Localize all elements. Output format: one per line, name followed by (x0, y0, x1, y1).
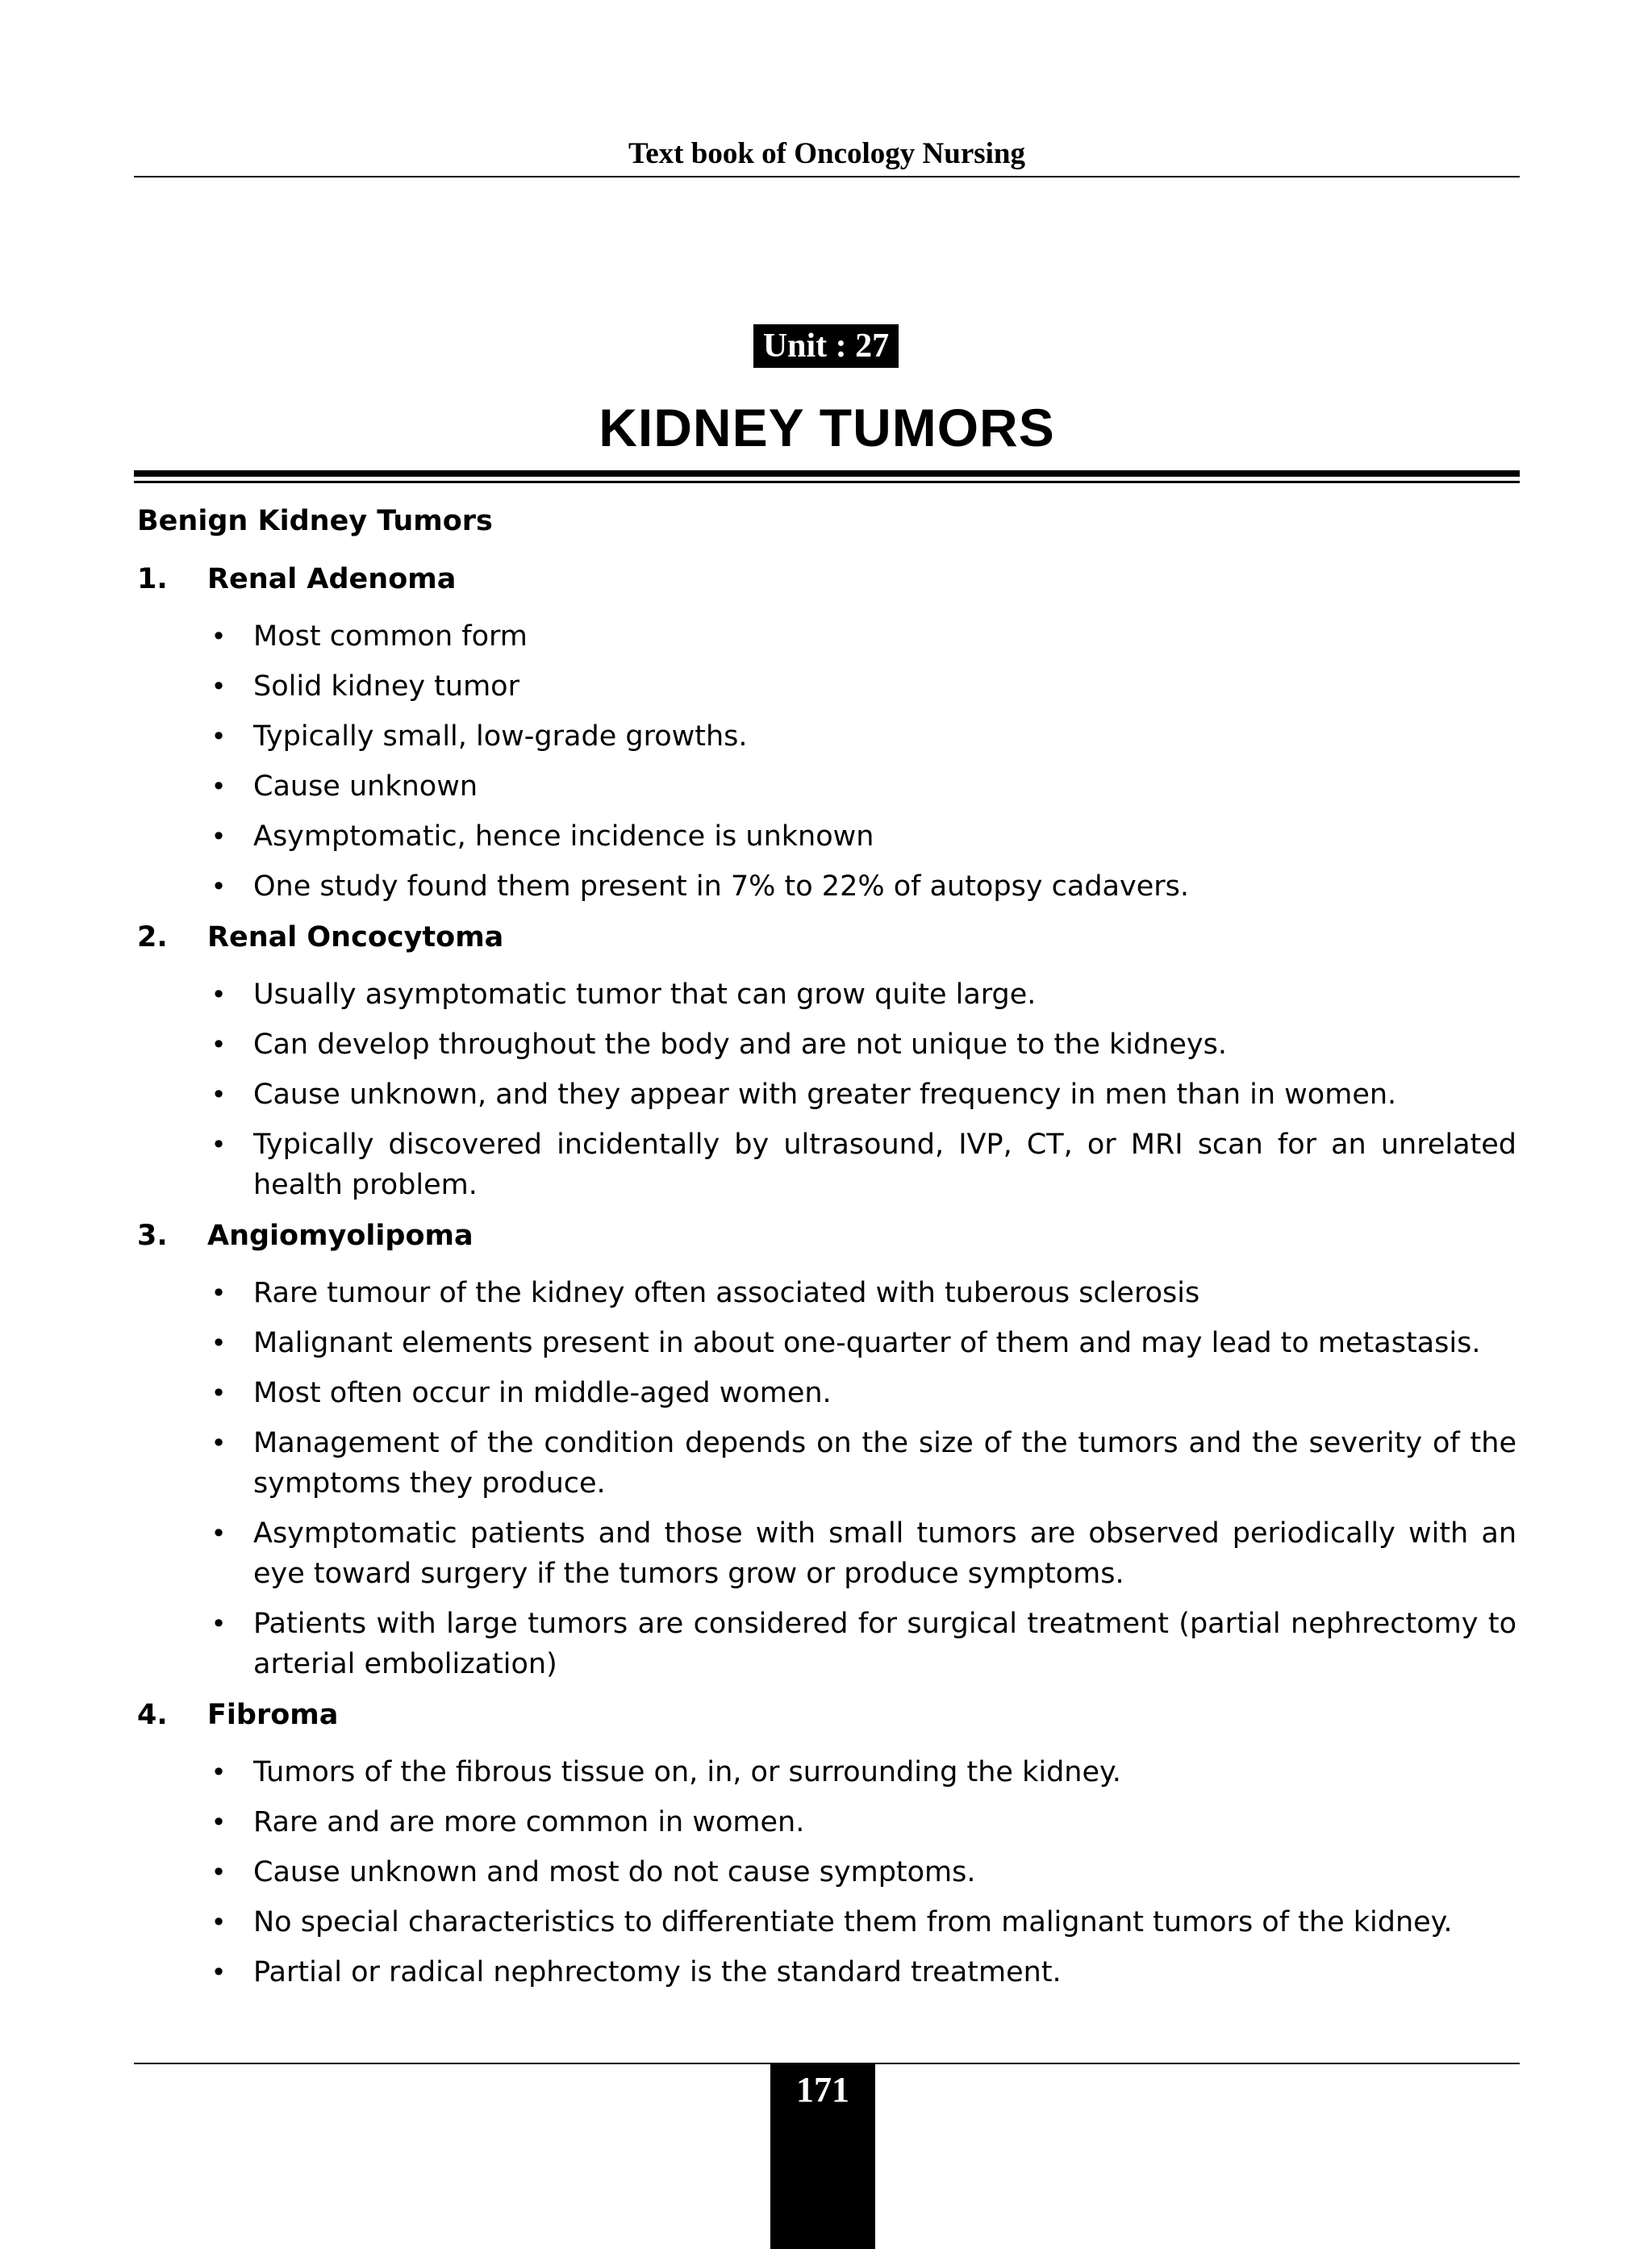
list-item-text: Usually asymptomatic tumor that can grow quite large. (253, 978, 1037, 1011)
list-item-text: Typically discovered incidentally by ultrasound, IVP, CT, or MRI scan for an unrelated health problem. (253, 1129, 1516, 1201)
title-rule-thin (134, 481, 1520, 483)
list-item (137, 1844, 1516, 1892)
list-item-text: Asymptomatic patients and those with small tumors are observed periodically with an eye toward surgery if the tumors grow or produce symptoms. (253, 1517, 1516, 1590)
section-heading: Benign Kidney Tumors (137, 505, 493, 537)
list-item-text: Cause unknown, and they appear with greater frequency in men than in women. (253, 1079, 1397, 1111)
tumor-number: 1. (137, 563, 168, 595)
tumor-name: Fibroma (207, 1699, 339, 1731)
bullet-icon: • (211, 671, 227, 702)
bullet-icon: • (211, 1957, 227, 1988)
list-item-text: Most common form (253, 620, 528, 653)
list-item-text: Rare tumour of the kidney often associated with tuberous sclerosis (253, 1277, 1200, 1309)
bullet-icon: • (211, 821, 227, 852)
tumor-heading (137, 1207, 1516, 1265)
chapter-content (137, 492, 1516, 1994)
list-item-text: Rare and are more common in women. (253, 1806, 805, 1838)
bullet-icon: • (211, 1807, 227, 1838)
list-item (137, 1596, 1516, 1684)
list-item (137, 1744, 1516, 1792)
chapter-title: KIDNEY TUMORS (599, 398, 1055, 457)
tumor-heading (137, 1686, 1516, 1744)
list-item-text: Partial or radical nephrectomy is the standard treatment. (253, 1956, 1062, 1988)
list-item-text: Patients with large tumors are considered for surgical treatment (partial nephrectomy to arterial embolization) (253, 1608, 1516, 1680)
bullet-icon: • (211, 1857, 227, 1888)
list-item (137, 608, 1516, 657)
list-item (137, 658, 1516, 707)
bullet-icon: • (211, 621, 227, 652)
list-item (137, 1415, 1516, 1504)
list-item-text: Cause unknown (253, 770, 478, 803)
bullet-icon: • (211, 1518, 227, 1549)
tumor-name: Renal Adenoma (207, 563, 457, 595)
tumor-list (137, 550, 1516, 1992)
list-item (137, 1016, 1516, 1065)
list-item-text: Tumors of the fibrous tissue on, in, or surrounding the kidney. (253, 1756, 1121, 1788)
bullet-icon: • (211, 1428, 227, 1458)
list-item-text: Solid kidney tumor (253, 670, 519, 703)
tumor-number: 2. (137, 921, 168, 953)
list-item (137, 1315, 1516, 1363)
header-rule (134, 176, 1520, 177)
tumor-heading (137, 908, 1516, 966)
bullet-icon: • (211, 1609, 227, 1639)
bullet-icon: • (211, 1757, 227, 1788)
list-item (137, 808, 1516, 857)
list-item-text: Typically small, low-grade growths. (253, 720, 748, 753)
list-item (137, 966, 1516, 1015)
list-item (137, 1505, 1516, 1594)
bullet-icon: • (211, 1029, 227, 1060)
page-number: 171 (796, 2070, 849, 2109)
title-rule-thick (134, 470, 1520, 477)
bullet-icon: • (211, 1079, 227, 1110)
list-item-text: Asymptomatic, hence incidence is unknown (253, 820, 874, 853)
list-item-text: Most often occur in middle-aged women. (253, 1377, 832, 1409)
list-item-text: Management of the condition depends on the size of the tumors and the severity of the symptoms they produce. (253, 1427, 1516, 1500)
bullet-icon: • (211, 1907, 227, 1938)
list-item (137, 1894, 1516, 1942)
list-item (137, 708, 1516, 757)
list-item (137, 858, 1516, 907)
running-head: Text book of Oncology Nursing (628, 137, 1026, 170)
list-item-text: Malignant elements present in about one-quarter of them and may lead to metastasis. (253, 1327, 1481, 1359)
list-item (137, 1116, 1516, 1205)
tumor-number: 3. (137, 1220, 168, 1252)
list-item (137, 1365, 1516, 1413)
list-item (137, 758, 1516, 807)
unit-label: Unit : 27 (753, 324, 899, 368)
list-item (137, 1066, 1516, 1115)
tumor-heading (137, 550, 1516, 608)
list-item-text: No special characteristics to differentiate them from malignant tumors of the kidney. (253, 1906, 1453, 1938)
list-item-text: One study found them present in 7% to 22% of autopsy cadavers. (253, 870, 1189, 903)
list-item-text: Can develop throughout the body and are not unique to the kidneys. (253, 1029, 1228, 1061)
bullet-icon: • (211, 1278, 227, 1308)
bullet-icon: • (211, 1378, 227, 1408)
bullet-icon: • (211, 979, 227, 1010)
bullet-icon: • (211, 721, 227, 752)
bullet-icon: • (211, 1328, 227, 1358)
list-item (137, 1794, 1516, 1842)
bullet-icon: • (211, 771, 227, 802)
tumor-name: Renal Oncocytoma (207, 921, 504, 953)
bullet-icon: • (211, 1129, 227, 1160)
bullet-icon: • (211, 871, 227, 902)
tumor-name: Angiomyolipoma (207, 1220, 473, 1252)
list-item-text: Cause unknown and most do not cause symptoms. (253, 1856, 976, 1888)
tumor-number: 4. (137, 1699, 168, 1731)
list-item (137, 1944, 1516, 1992)
list-item (137, 1265, 1516, 1313)
